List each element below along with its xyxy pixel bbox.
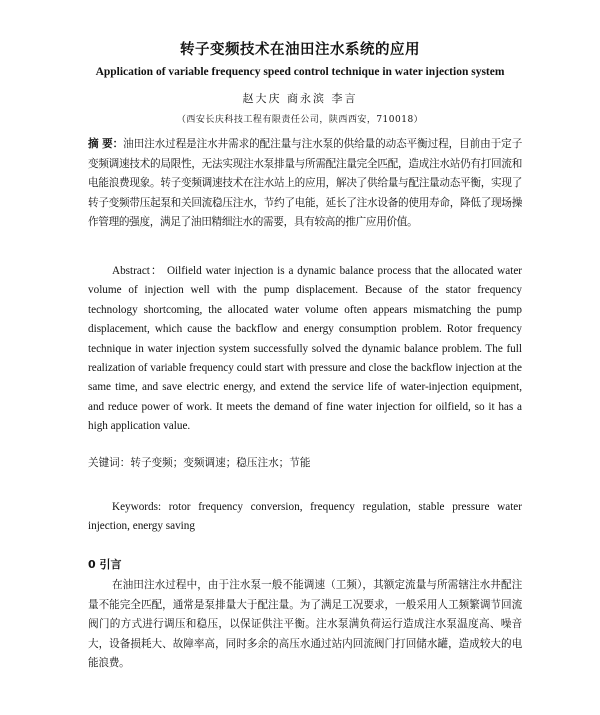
abstract-chinese-label: 摘 要： (88, 138, 124, 150)
author-affiliation: （西安长庆科技工程有限责任公司，陕西西安，710018） (176, 115, 424, 125)
introduction-paragraph: 在油田注水过程中，由于注水泵一般不能调速（工频），其额定流量与所需辖注水井配注量不能完全匹配，通常是泵排量大于配注量。为了满足工况要求，一般采用人工频繁调节回流阀门的方式进行调压和稳压，以保证供注平衡。注水泵满负荷运行造成注水泵温度高、噪音大，设备损耗大、故障率高，同时多余的高压水通过站内回流阀门打回储水罐，造成较大的电能浪费。 (88, 579, 522, 670)
keywords-english-label: Keywords: (112, 501, 162, 513)
abstract-chinese (88, 135, 522, 233)
abstract-english-text: Oilfield water injection is a dynamic balance process that the allocated water volume of injection well with the pump displacement. Because of the stator frequency technology shortcoming, the allocated water volume often appears mismatching the pump displacement, which cause the backflow and energy consumption problem. Rotor frequency technique in water injection system successfully solved the dynamic balance problem. The full realization of variable frequency could start with pressure and close the backflow injection at the same time, and save electric energy, and extend the service life of water-injection equipment, and reduce power of work. It meets the demand of fine water injection for oilfield, so it has a high application value. (88, 265, 523, 433)
keywords-chinese (88, 454, 522, 474)
section-title: 引言 (99, 558, 122, 571)
paper-title-english: Application of variable frequency speed control technique in water injection system (95, 66, 505, 78)
abstract-english (88, 262, 522, 437)
author-list: 赵大庆 商永滨 李言 (242, 92, 358, 105)
keywords-chinese-label: 关键词： (88, 457, 131, 469)
section-heading (88, 556, 122, 572)
abstract-chinese-text: 油田注水过程是注水井需求的配注量与注水泵的供给量的动态平衡过程，目前由于定子变频调速技术的局限性，无法实现注水泵排量与所需配注量完全匹配，造成注水站仍有打回流和电能浪费现象。转子变频调速技术在注水站上的应用，解决了供给量与配注量动态平衡，实现了转子变频带压起泵和关回流稳压注水，节约了电能，延长了注水设备的使用寿命，降低了现场操作管理的强度，满足了油田精细注水的需要，具有较高的推广应用价值。 (88, 138, 522, 229)
keywords-chinese-text: 转子变频；变频调速；稳压注水；节能 (130, 457, 311, 469)
section-number: 0 (88, 558, 96, 571)
paper-title-chinese: 转子变频技术在油田注水系统的应用 (180, 42, 420, 58)
keywords-english-text: rotor frequency conversion, frequency regulation, stable pressure water injection, energy saving (88, 501, 522, 533)
abstract-english-label: Abstract： (112, 265, 164, 277)
keywords-english (88, 498, 522, 537)
